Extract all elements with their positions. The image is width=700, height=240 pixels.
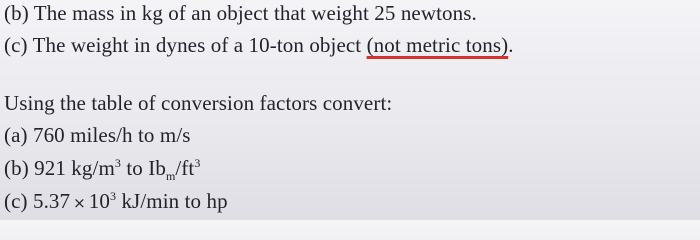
item-text-pre: 5.37 [32,189,71,213]
item-label: (c) [4,189,28,213]
item-text-post: kJ/min to hp [116,189,228,213]
item-text-pre: 921 kg/m [34,156,115,180]
item-text-mid: to Ib [121,156,166,180]
conversion-item-b [4,156,201,184]
item-text: 760 miles/h to m/s [32,123,191,147]
underlined-phrase: (not metric tons) [366,33,509,57]
multiplication-sign: × [73,194,86,212]
conversion-item-c [4,190,228,214]
superscript: 3 [194,156,201,170]
power-base: 10 [88,189,110,213]
item-label: (a) [4,123,28,147]
conversion-item-a [4,124,191,146]
trailing-period: . [508,33,514,57]
superscript: 3 [110,189,117,203]
problem-text-content: The weight in dynes of a 10-ton object [32,33,367,57]
section-heading [4,92,392,114]
item-label: (b) [4,156,29,180]
problem-line-c-weight [4,34,514,56]
subscript: m [165,169,176,184]
superscript: 3 [114,156,121,170]
item-text-mid2: /ft [175,156,195,180]
problem-label: (b) [4,1,29,25]
heading-text: Using the table of conversion factors convert: [4,91,393,115]
problem-text-content: The mass in kg of an object that weight 25 newtons. [33,1,477,25]
problem-label: (c) [4,33,28,57]
problem-line-b-mass [4,2,477,24]
